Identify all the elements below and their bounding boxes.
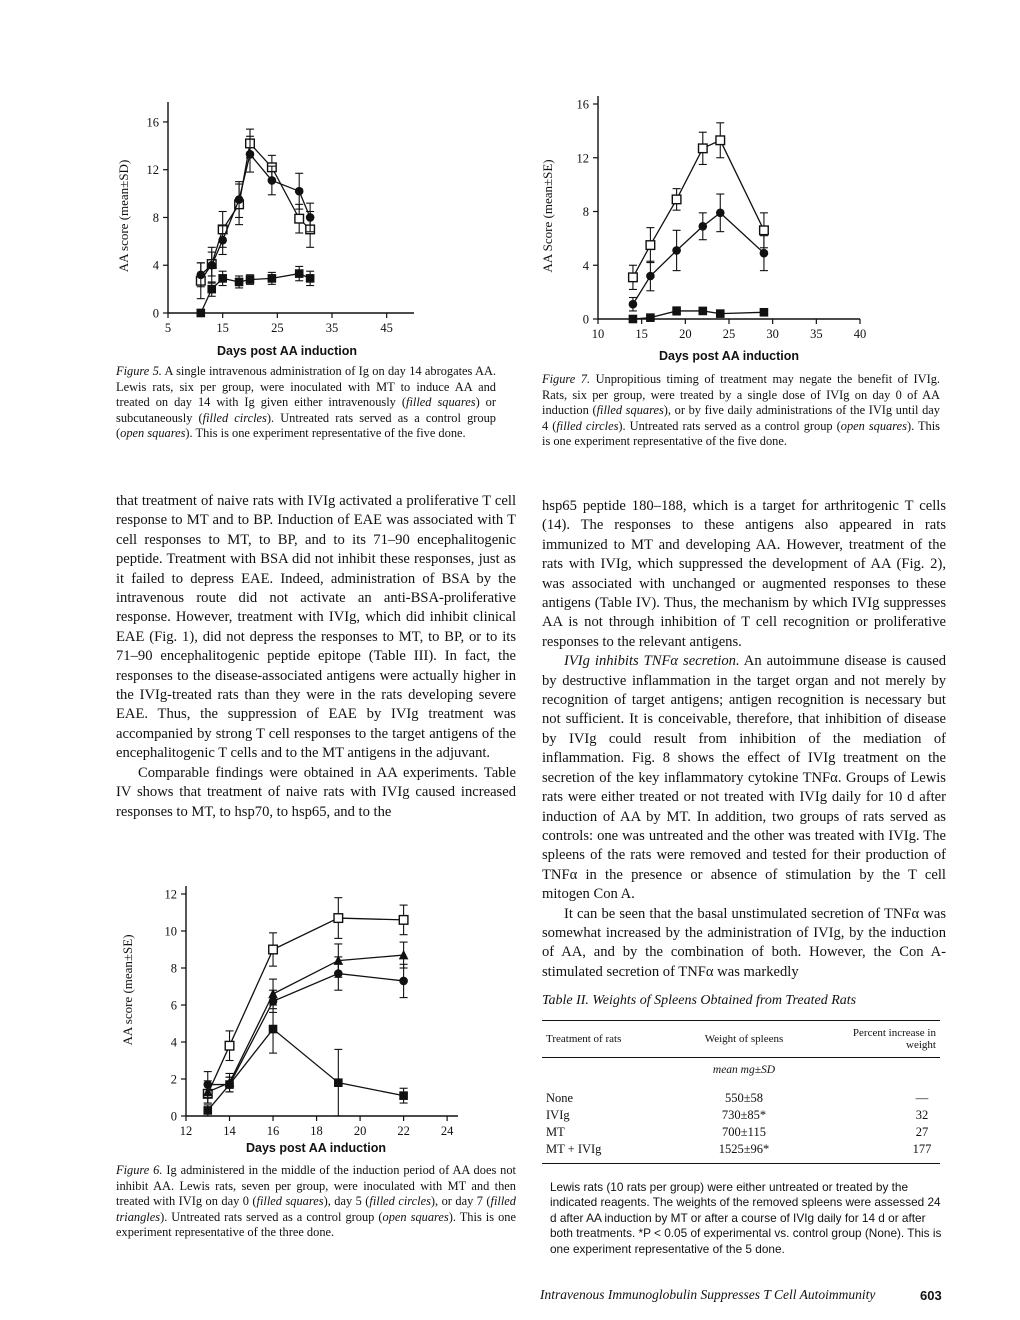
figure-5-caption-text: A single intravenous administration of Ig on day 14 abrogates AA. Lewis rats, six per group, were inoculated with MT to induce AA and treated on day 14 with Ig given either intravenously ( [116,364,496,410]
data-point-filled-square [268,274,277,283]
data-point-filled-square [672,307,681,316]
y-tick-label: 0 [152,306,159,321]
data-point-filled-circle [716,209,725,218]
x-tick-label: 40 [853,327,867,341]
x-tick-label: 30 [766,327,779,341]
data-point-filled-circle [760,249,769,258]
series-line-filled-circle [201,154,310,275]
y-tick-label: 2 [170,1072,177,1087]
data-point-open-square [629,273,638,282]
data-point-filled-circle [646,272,655,281]
figure-6-caption-label: Figure 6. [116,1163,163,1177]
data-point-open-square [760,226,769,235]
y-tick-label: 12 [576,151,589,166]
figure-7-caption-label: Figure 7. [542,372,591,386]
figure-5-ylabel: AA score (mean±SD) [116,159,131,273]
figure-6-caption-em: filled triangles [116,1194,516,1224]
figure-7-caption [542,372,940,450]
x-tick-label: 12 [179,1124,193,1138]
figure-6-ylabel: AA score (mean±SE) [120,934,135,1046]
data-point-filled-square [760,308,769,317]
x-tick-label: 16 [266,1124,280,1138]
table-cell: 1525±96* [718,1142,770,1156]
figure-7-caption-text: ), or by five daily administrations of the IVIg until day 4 ( [542,403,941,433]
data-point-filled-circle [334,969,343,978]
data-point-filled-square [246,275,255,284]
y-tick-label: 4 [152,258,159,273]
data-point-open-square [646,241,655,250]
data-point-filled-circle [203,1080,212,1089]
data-point-filled-square [235,278,244,287]
figure-5-caption [116,364,496,442]
data-point-filled-square [203,1106,212,1115]
figure-6-caption [116,1163,516,1241]
figure-6-caption-text: ), or day 7 ( [430,1194,491,1209]
y-tick-label: 16 [576,97,589,112]
figure-6-caption-em: filled circles [369,1194,431,1209]
y-tick-label: 8 [170,961,177,976]
data-point-filled-circle [672,246,681,255]
x-tick-label: 14 [223,1124,236,1138]
data-point-filled-circle [295,187,304,196]
data-point-filled-circle [629,300,638,309]
figure-5-caption-em: open squares [120,426,186,441]
x-tick-label: 35 [325,321,339,335]
data-point-filled-circle [306,213,315,222]
table-cell: 550±58 [724,1091,764,1105]
x-tick-label: 20 [679,327,692,341]
table-cell: 700±115 [722,1125,766,1139]
figure-5-caption-text: ). Untreated rats served as a control group ( [116,410,496,441]
data-point-filled-square [269,1025,278,1034]
series-line-filled-square [201,274,310,313]
data-point-filled-circle [399,977,408,986]
data-point-filled-circle [207,261,216,270]
table-2-header-treatment: Treatment of rats [546,1033,622,1045]
figure-5-chart [100,88,430,363]
y-tick-label: 8 [152,210,159,225]
left-paragraph-1: that treatment of naive rats with IVIg activated a proliferative T cell response to MT and to BP. Induction of EAE was associated with T cell responses to MT, to BP, and to its 71–90 encephalitogenic peptide. Treatment with BSA did not inhibit these responses, just as it failed to depress EAE. Indeed, administration of BSA by the intravenous route did not activate an anti-BSA-proliferative response. However, treatment with IVIg, which did inhibit clinical EAE (Fig. 1), did not depress the responses to MT, to BP, or to its 71–90 encephalitogenic peptide epitope (Table III). In fact, the responses to the disease-associated antigens were actually higher in the IVIg-treated rats than they were in the rats developing severe EAE. Thus, the suppression of EAE by IVIg treatment was accompanied by strong T cell responses to the target antigens of the encephalitogenic T cells and to the MT antigens in the adjuvant. [116,493,516,762]
x-tick-label: 25 [722,327,736,341]
y-tick-label: 0 [582,312,589,327]
data-point-filled-square [218,274,227,283]
table-cell: — [915,1091,929,1105]
section-runin-heading: IVIg inhibits TNFα secretion. [564,653,740,670]
left-paragraph-2: Comparable findings were obtained in AA experiments. Table IV shows that treatment of naive rats with IVIg caused increased responses to MT, to hsp70, to hsp65, and to the [116,764,516,820]
right-paragraph-2 [542,652,946,904]
x-tick-label: 35 [810,327,823,341]
series-line-filled-triangle [208,955,404,1092]
data-point-filled-square [225,1080,234,1089]
table-2 [542,1020,940,1164]
data-point-open-square [699,144,708,153]
figure-7-caption-em: open squares [840,418,907,433]
figure-7-caption-text: Unpropitious timing of treatment may negate the benefit of IVIg. Rats, six per group, were treated by a single dose of IVIg on day 0 of AA induction ( [542,372,940,418]
figure-7-chart [530,84,880,369]
figure-7-caption-em: filled circles [556,418,619,433]
data-point-filled-circle [699,222,708,231]
table-cell: MT + IVIg [546,1142,602,1156]
data-point-filled-square [646,313,655,322]
y-tick-label: 4 [170,1035,177,1050]
data-point-open-square [399,916,408,925]
table-row [542,1124,940,1141]
figure-5-caption-text: ) or subcutaneously ( [116,395,497,425]
page-number: 603 [920,1288,942,1303]
y-tick-label: 12 [146,163,159,178]
figure-6-caption-text: ), day 5 ( [323,1194,370,1209]
figure-5-caption-text: ). This is one experiment representative of the five done. [185,426,466,441]
x-tick-label: 20 [353,1124,367,1138]
table-cell: None [546,1091,574,1105]
data-point-open-square [334,914,343,923]
figure-7-ylabel: AA Score (mean±SE) [540,159,555,273]
figure-6-caption-em: open squares [382,1209,449,1224]
figure-6-xlabel: Days post AA induction [245,1141,387,1155]
data-point-open-square [295,214,304,223]
x-tick-label: 22 [397,1124,410,1138]
table-2-subheader: mean mg±SD [712,1064,776,1076]
left-column-text [116,492,516,822]
table-2-header-weight: Weight of spleens [704,1033,784,1045]
data-point-filled-square [207,285,216,294]
x-tick-label: 10 [591,327,605,341]
data-point-filled-square [399,1091,408,1100]
figure-6-caption-text: ). Untreated rats served as a control group ( [160,1209,383,1224]
data-point-filled-circle [197,270,206,279]
data-point-filled-circle [218,236,227,245]
x-tick-label: 25 [271,321,284,335]
table-2-title: Table II. Weights of Spleens Obtained from Treated Rats [542,993,857,1008]
x-tick-label: 45 [380,321,393,335]
x-tick-label: 24 [440,1124,454,1138]
table-cell: MT [546,1125,565,1139]
data-point-open-square [225,1041,234,1050]
figure-7-caption-text: ). Untreated rats served as a control group ( [618,418,841,433]
table-2-header-percent: Percent increase in weight [852,1027,936,1051]
table-cell: 32 [915,1108,929,1122]
right-paragraph-3: It can be seen that the basal unstimulated secretion of TNFα was somewhat increased by the administration of IVIg, by the induction of AA, and by the combination of both. However, the Con A-stimulated secretion of TNFα was markedly [542,905,946,980]
figure-7-caption-em: filled squares [596,403,664,418]
x-tick-label: 15 [216,321,229,335]
data-point-filled-square [197,309,206,318]
running-title: Intravenous Immunoglobulin Suppresses T Cell Autoimmunity [540,1287,876,1302]
table-2-note: Lewis rats (10 rats per group) were either untreated or treated by the indicated reagents. The weights of the removed spleens were assessed 24 d after AA induction by MT or after a course of IVIg daily for 14 d or after both treatments. *P < 0.05 of experimental vs. control group (None). This is one experiment representative of the 5 done. [550,1180,942,1256]
figure-5-xlabel: Days post AA induction [216,344,358,358]
y-tick-label: 4 [582,258,589,273]
y-tick-label: 16 [146,115,159,130]
figure-5-caption-em: filled circles [202,410,267,425]
data-point-filled-circle [268,176,277,185]
y-tick-label: 8 [582,205,589,219]
figure-5-caption-em: filled squares [406,395,476,410]
data-point-filled-circle [269,997,278,1006]
figure-6-caption-text: Ig administered in the middle of the induction period of AA does not inhibit AA. Lewis rats, seven per group, were inoculated with MT and then treated with IVIg on day 0 ( [116,1163,517,1209]
x-tick-label: 5 [164,321,172,335]
y-tick-label: 10 [164,924,177,939]
table-cell: IVIg [546,1108,570,1122]
table-cell: 177 [912,1142,932,1156]
x-tick-label: 15 [635,327,648,341]
data-point-filled-square [716,309,725,318]
data-point-filled-square [699,307,708,316]
table-row [542,1141,940,1164]
right-paragraph-1: hsp65 peptide 180–188, which is a target for arthritogenic T cells (14). The responses to these antigens also appeared in rats immunized to MT and developing AA. However, treatment of the rats with IVIg, which suppressed the development of AA (Fig. 2), was associated with unchanged or augmented responses to these antigens (Table IV). Thus, the mechanism by which IVIg suppresses AA is not through inhibition of T cell recognition or proliferative responses to the relevant antigens. [542,498,946,650]
figure-5-caption-label: Figure 5. [116,364,162,378]
table-cell: 730±85* [721,1108,767,1122]
figure-7-xlabel: Days post AA induction [658,349,800,363]
data-point-filled-circle [246,150,255,159]
series-line-open-square [201,143,310,280]
data-point-filled-triangle [399,950,409,960]
figure-7-caption-text: ). This is one experiment representative of the five done. [542,418,940,449]
figure-6-caption-em: filled squares [256,1194,324,1209]
table-cell: 27 [915,1125,929,1139]
figure-6-caption-text: ). This is one experiment representative of the three done. [116,1209,516,1240]
right-paragraph-2-text: An autoimmune disease is caused by destructive inflammation in the target organ and not merely by recognition of target antigens; antigen recognition is necessary but not sufficient. It is conceivable, therefore, that inhibition of disease by IVIg could result from inhibition of the mediation of inflammation. Fig. 8 shows the effect of IVIg treatment on the secretion of the key inflammatory cytokine TNFα. Groups of Lewis rats were either treated or not treated with IVIg daily for 10 d after induction of AA by MT. In addition, two groups of rats served as controls: one was untreated and the other was treated with IVIg. The spleens of the rats were removed and tested for their production of TNFα in the presence or absence of stimulation by the T cell mitogen Con A. [542,653,946,903]
y-tick-label: 6 [170,998,177,1013]
data-point-filled-circle [235,195,244,204]
table-row [542,1090,940,1107]
y-tick-label: 12 [164,887,177,902]
series-line-open-square [633,140,764,277]
table-row [542,1107,940,1124]
data-point-filled-square [334,1078,343,1087]
x-tick-label: 18 [310,1124,323,1138]
data-point-open-square [716,136,725,145]
data-point-open-square [269,945,278,954]
data-point-open-square [672,195,681,204]
right-column-text [542,497,946,982]
figure-6-chart [108,880,478,1160]
data-point-filled-square [306,274,315,283]
y-tick-label: 0 [170,1109,177,1124]
data-point-filled-square [629,315,638,324]
data-point-filled-square [295,269,304,278]
